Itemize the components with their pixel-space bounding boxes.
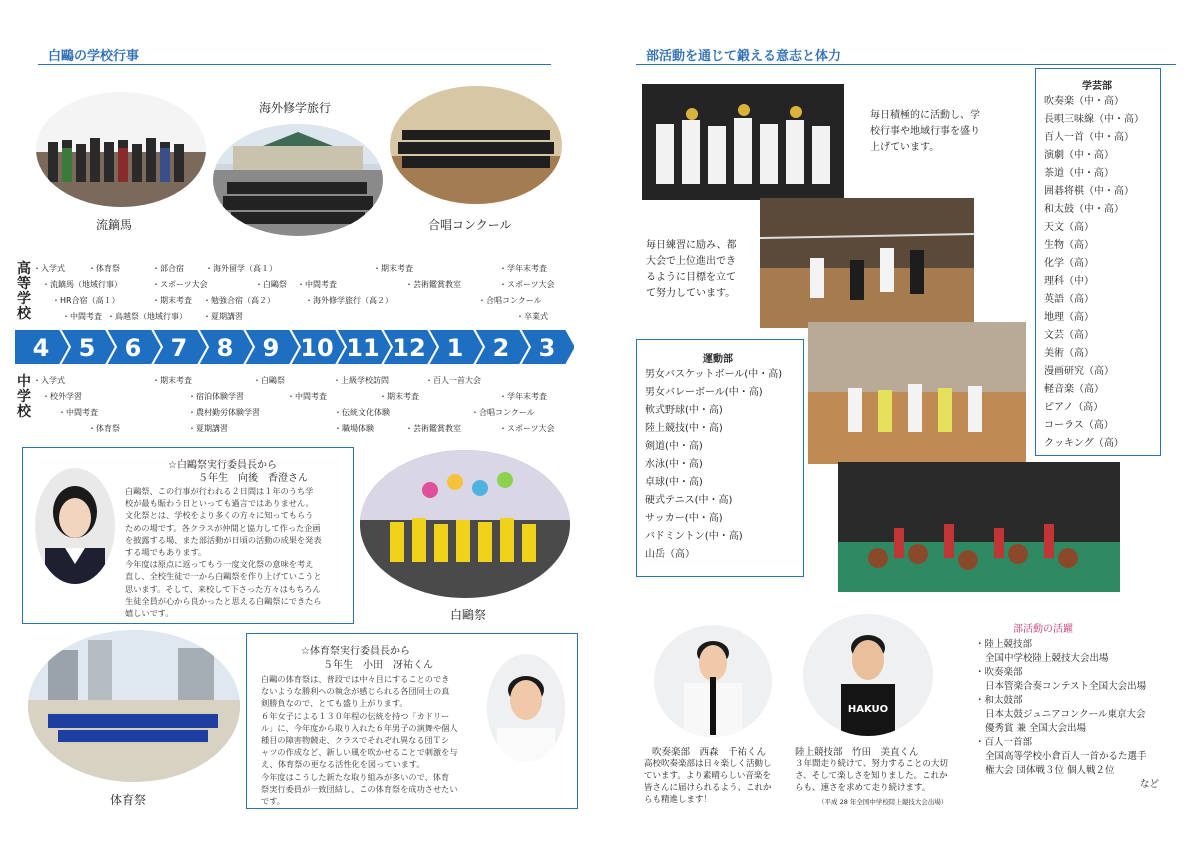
month-label: 3 (538, 334, 556, 362)
message-line: 生徒全員が心から良かったと思える白鷗祭にできたら (125, 595, 322, 606)
student1-photo (654, 625, 772, 737)
high-event: ・HR合宿（高１） (52, 296, 120, 305)
text-line: 毎日練習に励み、都 (646, 240, 737, 251)
junior-event: ・校外学習 (42, 392, 82, 401)
message-line: 校が最も賑わう日といっても過言ではありません。 (125, 498, 314, 509)
student2-text (795, 758, 975, 794)
message-line: 今年度はこうした新たな取り組みが多いので、体育 (261, 771, 450, 782)
high-event: ・海外修学旅行（高２） (305, 296, 393, 305)
taiikusai-message-text (261, 673, 491, 807)
right-title-underline (636, 64, 1176, 65)
month-label: 6 (124, 334, 142, 362)
club-text-1 (870, 108, 1010, 156)
achievement-line: ・和太鼓部 (975, 695, 1023, 706)
high-event: ・中間考査 (297, 280, 337, 289)
month-label: 8 (216, 334, 234, 362)
junior-event: ・期末考査 (379, 392, 419, 401)
achievement-line: 全国高等学校小倉百人一首かるた選手 (985, 751, 1147, 762)
sports-club-item: 男女バレーボール(中・高) (645, 387, 763, 398)
high-event: ・勉強合宿（高２） (203, 296, 275, 305)
sports-clubs-box (636, 339, 804, 577)
achievement-line: 全国中学校陸上競技大会出場 (985, 653, 1109, 664)
achievement-line: 優秀賞 兼 全国大会出場 (985, 723, 1087, 734)
volleyball-photo (760, 198, 974, 328)
trip-caption: 海外修学旅行 (259, 101, 332, 115)
chorus-caption: 合唱コンクール (428, 218, 512, 232)
culture-club-item: 囲碁将棋（中・高） (1044, 186, 1134, 197)
brass-band-illustration (642, 84, 844, 200)
junior-event: ・中間考査 (287, 392, 327, 401)
hakuosai-author: ５年生 向後 香澄さん (198, 473, 308, 484)
sports-club-item: 卓球(中・高) (645, 477, 703, 488)
portrait-boy-illustration (487, 654, 565, 762)
message-line: 今年度は原点に返ってもう一度文化祭の意味を考え (125, 559, 314, 570)
taiikusai-illustration (28, 630, 240, 782)
left-title-underline (38, 64, 551, 65)
taiikusai-message-box (246, 633, 578, 809)
yabusame-photo (36, 92, 206, 207)
text-line: 高校吹奏楽部は日々楽しく活動し (644, 759, 772, 769)
student2-name: 陸上競技部 竹田 美直くん (795, 747, 919, 758)
junior-high-label: 中学校 (17, 374, 31, 420)
message-line: ための場です。各クラスが仲間と協力して作った企画 (125, 522, 321, 533)
right-section-title: 部活動を通じて鍛える意志と体力 (646, 49, 842, 64)
month-chevron-bar (14, 329, 574, 367)
text-line: らも精進します！ (644, 795, 713, 805)
left-section-title: 白鷗の学校行事 (48, 49, 140, 64)
junior-event: ・スポーツ大会 (499, 424, 555, 433)
taiikusai-author: ５年生 小田 冴祐くん (323, 660, 433, 671)
chorus-illustration (390, 86, 562, 204)
message-line: ６年女子による１３０年程の伝統を持つ「カドリー (261, 710, 450, 721)
month-label: 4 (32, 334, 50, 362)
sports-club-item: 硬式テニス(中・高) (645, 495, 733, 506)
culture-club-item: 長唄三味線（中・高） (1044, 114, 1144, 125)
taiko-illustration (838, 462, 1120, 592)
text-line: 校行事や地域行事を盛り (870, 126, 980, 137)
achievement-line: 日本太鼓ジュニアコンクール東京大会 (985, 709, 1146, 720)
sports-club-item: 山岳（高） (645, 549, 695, 560)
achievement-line: 日本管楽合奏コンテスト全国大会出場 (985, 681, 1147, 692)
junior-event: ・芸術鑑賞教室 (405, 424, 461, 433)
junior-event: ・学年末考査 (499, 392, 547, 401)
hakuosai-chair-portrait (35, 468, 115, 584)
junior-event: ・中間考査 (58, 408, 98, 417)
high-event: ・合唱コンクール (478, 296, 542, 305)
text-line: さ、そして楽しさを知りました。これか (795, 771, 948, 781)
text-line: ３年間走り続けて、努力することの大切 (795, 759, 948, 769)
hakuosai-heading: ☆白鷗祭実行委員長から (168, 460, 277, 471)
high-event: ・流鏑馬（地域行事） (42, 280, 122, 289)
text-line: ています。より素晴らしい音楽を (644, 771, 771, 781)
high-event: ・学年末考査 (499, 264, 547, 273)
message-line: 白鷗の体育祭は、普段では中々目にすることのでき (261, 674, 450, 684)
hakuosai-caption: 白鷗祭 (450, 608, 487, 622)
culture-club-item: ピアノ（高） (1044, 402, 1104, 413)
message-line: 嬉しいです。 (125, 608, 174, 619)
month-label: 2 (492, 334, 510, 362)
runner-shirt-text: HAKUO (847, 704, 889, 715)
message-line: 祭実行委員が一致団結し、この体育祭を成功させたい (261, 783, 458, 794)
message-line: する場でもあります。 (125, 547, 207, 558)
text-line: るように目標を立て (646, 272, 736, 283)
high-event: ・鳥越祭（地域行事） (107, 312, 187, 321)
high-event: ・芸術鑑賞教室 (405, 280, 461, 289)
trip-photo (213, 124, 383, 236)
culture-club-item: 理科（中） (1044, 276, 1094, 287)
junior-event: ・職場体験 (334, 424, 374, 433)
high-event: ・中間考査 (62, 312, 102, 321)
high-event: ・白鷗祭 (255, 280, 287, 289)
culture-club-item: 英語（高） (1044, 294, 1094, 305)
sports-club-item: サッカー(中・高) (645, 513, 723, 524)
yabusame-caption: 流鏑馬 (96, 218, 133, 232)
culture-club-item: 漫画研究（高） (1044, 366, 1114, 377)
trip-illustration (213, 124, 383, 236)
month-label: 10 (300, 334, 334, 362)
achievements-title: 部活動の活躍 (1013, 624, 1073, 635)
month-label: 12 (392, 334, 426, 362)
high-event: ・夏期講習 (203, 312, 243, 321)
month-label: 9 (262, 334, 280, 362)
junior-event: ・宿泊体験学習 (188, 392, 244, 401)
high-event: ・スポーツ大会 (499, 280, 555, 289)
volleyball-illustration (760, 198, 974, 328)
achievement-line: ・陸上競技部 (975, 639, 1033, 650)
junior-event: ・伝統文化体験 (334, 408, 390, 417)
text-line: て努力しています。 (646, 288, 736, 299)
message-line: 種目の障害物競走、クラスでそれぞれ異なる団Ｔシ (261, 735, 450, 746)
high-event: ・部合宿 (152, 264, 184, 273)
text-line: 大会で上位進出でき (646, 256, 736, 267)
culture-clubs-box (1035, 68, 1161, 456)
sports-clubs-list (645, 366, 782, 564)
culture-club-item: 地理（高） (1044, 312, 1094, 323)
culture-club-item: 演劇（中・高） (1044, 150, 1114, 161)
culture-club-item: 天文（高） (1044, 222, 1094, 233)
high-event: ・海外留学（高１） (205, 264, 277, 273)
chorus-photo (390, 86, 562, 204)
student1-text (644, 758, 814, 806)
message-line: 思います。そして、来校して下さった方々はもちろん (125, 583, 321, 594)
achievement-line: ・百人一首部 (975, 737, 1033, 748)
high-event: ・期末考査 (152, 296, 192, 305)
achievements-text (975, 638, 1165, 792)
text-line: 上げています。 (870, 142, 940, 153)
junior-event: ・百人一首大会 (425, 376, 481, 385)
sports-clubs-title: 運動部 (703, 354, 733, 365)
high-event: ・入学式 (33, 264, 65, 273)
message-line: です。 (261, 796, 285, 807)
taiikusai-chair-portrait (487, 654, 565, 762)
club-text-2 (646, 238, 756, 302)
brass-band-photo (642, 84, 844, 200)
culture-club-item: 軽音楽（高） (1044, 384, 1104, 395)
culture-clubs-list (1044, 93, 1144, 453)
taiko-photo (838, 462, 1120, 592)
achievement-line: 権大会 団体戦３位 個人戦２位 (985, 765, 1115, 776)
clarinet-student-illustration (654, 625, 772, 737)
message-line: 文化祭とは、学校をより多くの方々に知ってもらう (125, 510, 314, 521)
student1-name: 吹奏楽部 西森 千祐くん (652, 747, 767, 758)
culture-club-item: 百人一首（中・高） (1044, 132, 1134, 143)
month-chevron (14, 329, 70, 365)
culture-clubs-title: 学芸部 (1082, 81, 1112, 92)
sports-club-item: 剣道(中・高) (645, 441, 703, 452)
sports-club-item: 陸上競技(中・高) (645, 423, 723, 434)
month-label: 11 (346, 334, 380, 362)
message-line: を披露する場、また部活動が日頃の活動の成果を発表 (125, 534, 322, 545)
junior-event: ・夏期講習 (188, 424, 228, 433)
taiikusai-photo (28, 630, 240, 782)
culture-club-item: 茶道（中・高） (1044, 168, 1114, 179)
taiikusai-caption: 体育祭 (110, 793, 147, 807)
culture-club-item: 化学（高） (1044, 258, 1094, 269)
month-label: 1 (446, 334, 464, 362)
culture-club-item: 美術（高） (1044, 348, 1094, 359)
high-event: ・体育祭 (88, 264, 120, 273)
high-event: ・期末考査 (373, 264, 413, 273)
text-line: 毎日積極的に活動し、学 (870, 110, 980, 121)
culture-club-item: 和太鼓（中・高） (1044, 204, 1124, 215)
achievement-line: など (1139, 779, 1159, 790)
junior-event: ・入学式 (33, 376, 65, 385)
hakuosai-illustration (360, 450, 570, 598)
sports-club-item: 軟式野球(中・高) (645, 405, 723, 416)
message-line: 剣勝負なので、とても盛り上がります。 (261, 698, 408, 709)
culture-club-item: コーラス（高） (1044, 420, 1114, 431)
month-label: 7 (170, 334, 188, 362)
hakuosai-message-box (22, 447, 354, 624)
message-line: ル」に、今年度から取り入れた６年男子の演舞や個人 (261, 722, 458, 733)
culture-club-item: 吹奏楽（中・高） (1044, 96, 1124, 107)
hakuosai-message-text (125, 485, 350, 619)
culture-club-item: クッキング（高） (1044, 438, 1124, 449)
runner-student-illustration (803, 614, 933, 736)
junior-event: ・農村勤労体験学習 (188, 408, 260, 417)
text-line: 皆さんに届けられるよう、これか (644, 783, 772, 793)
culture-club-item: 生物（高） (1044, 240, 1094, 251)
junior-event: ・合唱コンクール (471, 408, 535, 417)
high-event: ・スポーツ大会 (152, 280, 208, 289)
message-line: え、体育祭の更なる活性化を図っています。 (261, 759, 425, 770)
sports-club-item: バドミントン(中・高) (645, 531, 743, 542)
yabusame-illustration (36, 92, 206, 207)
high-event: ・卒業式 (516, 312, 548, 321)
student2-photo (803, 614, 933, 736)
message-line: ャツの作成など、新しい風を吹かせることで刺激を与 (261, 747, 458, 758)
high-school-label: 高等学校 (17, 261, 31, 322)
message-line: ないような勝利への執念が感じられる各団同士の真 (261, 686, 450, 697)
message-line: 白鷗祭、この行事が行われる２日間は１年のうち学 (125, 486, 314, 496)
junior-event: ・期末考査 (152, 376, 192, 385)
text-line: らも、速さを求めて走り続けます。 (795, 783, 931, 793)
culture-club-item: 文芸（高） (1044, 330, 1094, 341)
basketball-illustration (808, 322, 1026, 464)
month-label: 5 (78, 334, 96, 362)
junior-event: ・白鷗祭 (253, 376, 285, 385)
junior-event: ・上級学校訪問 (333, 376, 389, 385)
message-line: 直し、全校生徒で一から白鷗祭を作り上げていこうと (125, 571, 322, 582)
taiikusai-heading: ☆体育祭実行委員長から (301, 646, 410, 657)
portrait-girl-illustration (35, 468, 115, 584)
sports-club-item: 男女バスケットボール(中・高) (645, 369, 783, 380)
sports-club-item: 水泳(中・高) (645, 459, 703, 470)
junior-event: ・体育祭 (88, 424, 120, 433)
achievement-line: ・吹奏楽部 (975, 667, 1023, 678)
basketball-photo (808, 322, 1026, 464)
hakuosai-photo (360, 450, 570, 598)
student2-note: （平成 28 年全国中学校陸上競技大会出場） (818, 798, 948, 806)
